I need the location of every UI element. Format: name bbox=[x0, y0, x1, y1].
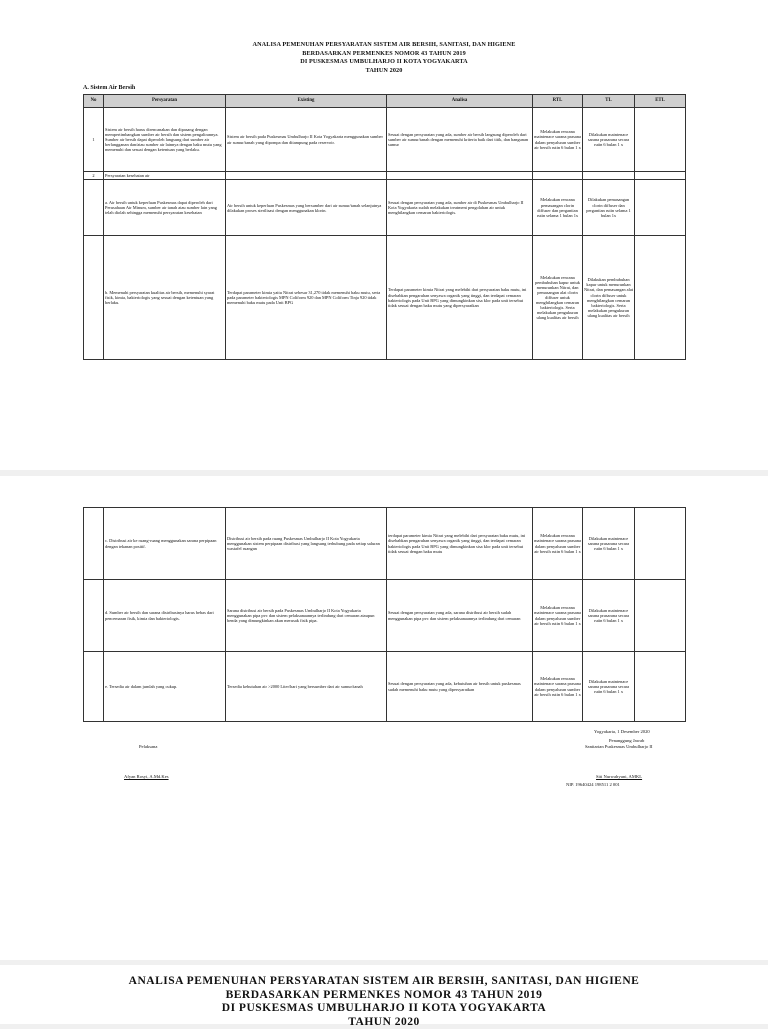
bottom-title-line-1: ANALISA PEMENUHAN PERSYARATAN SISTEM AIR BERSIH, SANITASI, DAN HIGIENE bbox=[128, 975, 640, 987]
requirements-table bbox=[83, 94, 686, 360]
cell-existing: Sarana distribusi air bersih pada Puskesmas Umbulharjo II Kota Yogyakarta menggunakan pipa pvc dan sistem pelaksanaannya terlindung dari cemaran ataupun benda yang dimungkinkan akan merusak fisik pipa. bbox=[226, 580, 387, 652]
document-page-3 bbox=[0, 965, 768, 1028]
title-line-3: DI PUSKESMAS UMBULHARJO II KOTA YOGYAKARTA bbox=[300, 58, 468, 66]
cell-analisa: terdapat parameter kimia Nitrat yang melebihi dari persyaratan baku mutu, ini disebabkan pengaruhan senyawa organik yang tinggi, dan terdapat cemaran bakteriologis pada Unit BPG yang dimungkinkan sisa klor pada unit tersebut tidak sesuai dengan baku mutu bbox=[387, 508, 533, 580]
document-title bbox=[0, 0, 768, 75]
header-persyaratan: Persyaratan bbox=[104, 95, 226, 108]
bottom-title-line-3: DI PUSKESMAS UMBULHARJO II KOTA YOGYAKARTA bbox=[221, 1002, 547, 1015]
cell-analisa bbox=[387, 172, 533, 180]
cell-rtl: Melakukan rencana maintenace sarana prasana dalam penyaluran sumber air bersih rutin 6 bulan 1 x bbox=[533, 108, 583, 172]
right-signatory-name: Siti Nurwahyuni, AMKL bbox=[596, 774, 643, 779]
right-signatory-nip: NIP. 19640424 198511 2 001 bbox=[566, 782, 620, 787]
cell-persyaratan: e. Tersedia air dalam jumlah yang cukup. bbox=[104, 652, 226, 722]
place-date: Yogyakarta, 1 Desember 2020 bbox=[594, 729, 650, 734]
cell-analisa: Sesuai dengan persyaratan yang ada, sumber air bersih langsung diperoleh dari sumber air sumur/tanah dengan memenuhi kriteria baik dari titik, dan bangunan sumur bbox=[387, 108, 533, 172]
right-role-2: Sanitarian Puskesmas Umbulharjo II bbox=[585, 744, 653, 749]
header-rtl: RTL bbox=[533, 95, 583, 108]
cell-tl: Dilakukan maintenace sarana prasarana secara rutin 6 bulan 1 x bbox=[583, 108, 635, 172]
table-row bbox=[84, 652, 686, 722]
cell-analisa: Sesuai dengan persyaratan yang ada, sarana distribusi air bersih sudah menggunakan pipa pvc dan sistem pelaksanaannya terlindung dari cemaran bbox=[387, 580, 533, 652]
title-line-1: ANALISA PEMENUHAN PERSYARATAN SISTEM AIR BERSIH, SANITASI, DAN HIGIENE bbox=[252, 41, 516, 48]
cell-etl bbox=[635, 180, 686, 236]
cell-persyaratan: Sistem air bersih harus direncanakan dan dipasang dengan mempertimbangkan sumber air bersih dan sistem pengalirannya. Sumber air bersih dapat diperoleh langsung dari sumber air berlangganan dan/atau sumber air lainnya dengan baku mutu yang memenuhi dan sesuai dengan ketentuan yang berlaku. bbox=[104, 108, 226, 172]
cell-existing bbox=[226, 172, 387, 180]
cell-persyaratan: d. Sumber air bersih dan sarana distribusinya harus bebas dari pencemaran fisik, kimia dan bakteriologis. bbox=[104, 580, 226, 652]
cell-rtl bbox=[533, 172, 583, 180]
bottom-title bbox=[0, 965, 768, 1029]
cell-existing: Distribusi air bersih pada ruang Puskesmas Umbulharjo II Kota Yogyakarta menggunakan sistem perpipaan distribusi yang langsung terhubung pada setiap saluran wastafel ruangan bbox=[226, 508, 387, 580]
cell-existing: Sistem air bersih pada Puskesmas Umbulharjo II Kota Yogyakarta menggunakan sumber air sumur/tanah yang dipompa dan ditampung pada reservoir. bbox=[226, 108, 387, 172]
header-tl: TL bbox=[583, 95, 635, 108]
cell-persyaratan: a. Air bersih untuk keperluan Puskesmas dapat diperoleh dari Perusahaan Air Minum, sumber air tanah atau sumber lain yang telah diolah sehingga memenuhi persyaratan kesehatan bbox=[104, 180, 226, 236]
document-page-2 bbox=[0, 476, 768, 960]
title-line-2: BERDASARKAN PERMENKES NOMOR 43 TAHUN 2019 bbox=[302, 49, 466, 57]
cell-etl bbox=[635, 652, 686, 722]
cell-no bbox=[84, 180, 104, 236]
cell-existing: Terdapat parameter kimia yaitu Nitrat sebesar 31,270 tidak memenuhi baku mutu, serta pada parameter bakteriologis MPN Coliform 920 dan MPN Coliform Tinja 920 tidak memenuhi baku mutu pada Unit BPG bbox=[226, 236, 387, 360]
cell-persyaratan: c. Distribusi air ke ruang-ruang menggunakan sarana perpipaan dengan tekanan positif. bbox=[104, 508, 226, 580]
header-existing: Existing bbox=[226, 95, 387, 108]
table-row bbox=[84, 180, 686, 236]
cell-etl bbox=[635, 508, 686, 580]
table-row bbox=[84, 236, 686, 360]
table-row bbox=[84, 172, 686, 180]
cell-tl: Dilakukan pemasangan clorin diffuser dan pergantian rutin selama 1 bulan 1x bbox=[583, 180, 635, 236]
cell-no bbox=[84, 580, 104, 652]
cell-etl bbox=[635, 236, 686, 360]
cell-tl: Dilakukan pembubuhan kapur untuk menurunkan Nitrat, dan pemasangan alat clorin diffuser untuk menghilangkan cemaran bakteriologis. Serta melakukan pengukuran ulang kualitas air bersih bbox=[583, 236, 635, 360]
cell-etl bbox=[635, 108, 686, 172]
cell-persyaratan: Persyaratan kesehatan air bbox=[104, 172, 226, 180]
cell-tl: Dilakukan maintenace sarana prasarana secara rutin 6 bulan 1 x bbox=[583, 580, 635, 652]
cell-no: 2 bbox=[84, 172, 104, 180]
cell-no bbox=[84, 652, 104, 722]
left-role: Pelaksana bbox=[139, 744, 158, 749]
table-row bbox=[84, 508, 686, 580]
cell-existing: Tersedia kebutuhan air >2000 Liter/hari yang bersumber dari air sumur/tanah bbox=[226, 652, 387, 722]
cell-existing: Air bersih untuk keperluan Puskesmas yang bersumber dari air sumur/tanah selanjutnya dilakukan proses sterilisasi dengan menggunakan klorin. bbox=[226, 180, 387, 236]
cell-etl bbox=[635, 172, 686, 180]
requirements-table-continued bbox=[83, 507, 686, 722]
cell-no: 1 bbox=[84, 108, 104, 172]
cell-analisa: Terdapat parameter kimia Nitrat yang melebihi dari persyaratan baku mutu, ini disebabkan pengaruhan senyawa organik yang tinggi, dan terdapat cemaran bakteriologis pada Unit BPG yang dimungkinkan sisa klor pada unit tersebut tidak sesuai dengan baku mutu yang dipersyaratkan bbox=[387, 236, 533, 360]
header-analisa: Analisa bbox=[387, 95, 533, 108]
cell-tl: Dilakukan maintenace sarana prasarana secara rutin 6 bulan 1 x bbox=[583, 652, 635, 722]
cell-analisa: Sesuai dengan persyaratan yang ada, sumber air di Puskesmas Umbulharjo II Kota Yogyakarta sudah melakukan treatment pengolahan air untuk menghilangkan cemaran bakteriologis. bbox=[387, 180, 533, 236]
document-page-1 bbox=[0, 0, 768, 470]
cell-no bbox=[84, 508, 104, 580]
cell-etl bbox=[635, 580, 686, 652]
header-etl: ETL bbox=[635, 95, 686, 108]
cell-rtl: Melakukan rencana maintenace sarana prasana dalam penyaluran sumber air bersih rutin 6 bulan 1 x bbox=[533, 580, 583, 652]
bottom-title-line-2: BERDASARKAN PERMENKES NOMOR 43 TAHUN 2019 bbox=[225, 988, 543, 1001]
right-role-1: Penanggung Jawab bbox=[609, 738, 645, 743]
cell-no bbox=[84, 236, 104, 360]
cell-tl bbox=[583, 172, 635, 180]
title-line-4: TAHUN 2020 bbox=[365, 66, 403, 74]
table-row bbox=[84, 108, 686, 172]
cell-rtl: Melakukan rencana maintenace sarana prasana dalam penyaluran sumber air bersih rutin 6 bulan 1 x bbox=[533, 508, 583, 580]
cell-analisa: Sesuai dengan persyaratan yang ada, kebutuhan air bersih untuk puskesmas sudah memenuhi baku mutu yang dipersyaratkan bbox=[387, 652, 533, 722]
bottom-title-line-4: TAHUN 2020 bbox=[348, 1015, 420, 1028]
cell-rtl: Melakukan rencana maintenace sarana prasana dalam penyaluran sumber air bersih rutin 6 bulan 1 x bbox=[533, 652, 583, 722]
cell-tl: Dilakukan maintenace sarana prasarana secara rutin 6 bulan 1 x bbox=[583, 508, 635, 580]
table-header-row bbox=[84, 95, 686, 108]
table-row bbox=[84, 580, 686, 652]
cell-rtl: Melakukan rencana pemasangan clorin diffuser dan pergantian rutin selama 1 bulan 1x bbox=[533, 180, 583, 236]
left-signatory-name: Afyan Rosyi, A.Md.Kes bbox=[124, 774, 169, 779]
section-heading: A. Sistem Air Bersih bbox=[83, 85, 136, 91]
header-no: No bbox=[84, 95, 104, 108]
cell-rtl: Melakukan rencana pembubuhan kapur untuk menurunkan Nitrat, dan pemasangan alat clorin diffuser untuk menghilangkan cemaran bakteriologis. Serta melakukan pengukuran ulang kualitas air bersih bbox=[533, 236, 583, 360]
cell-persyaratan: b. Memenuhi persyaratan kualitas air bersih, memenuhi syarat fisik, kimia, bakteriologis yang sesuai dengan ketentuan yang berlaku. bbox=[104, 236, 226, 360]
